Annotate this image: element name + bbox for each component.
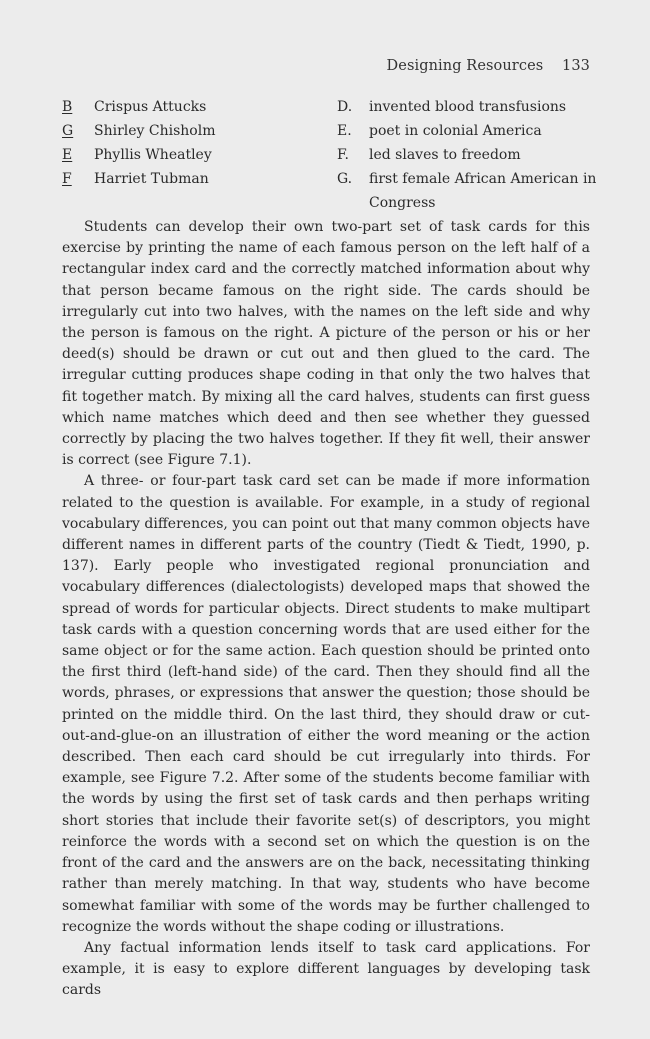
person-name: Shirley Chisholm [94, 123, 216, 139]
description-text: poet in colonial America [369, 123, 542, 139]
page-number: 133 [562, 58, 590, 74]
person-name: Harriet Tubman [94, 171, 209, 187]
description-letter: F. [337, 147, 349, 163]
descriptions-column [337, 95, 597, 215]
paragraph: Any factual information lends itself to task card applications. For example, it is easy to explore different languages by developing task cards [62, 939, 590, 999]
person-row [62, 95, 322, 119]
description-row [337, 143, 597, 167]
paragraph: Students can develop their own two-part set of task cards for this exercise by printing the name of each famous person on the left half of a rectangular index card and the correctly matched information about why that person became famous on the right side. The cards should be irregularly cut into two halves, with the names on the left side and why the person is famous on the right. A picture of the person or his or her deed(s) should be drawn or cut out and then glued to the card. The irregular cutting produces shape coding in that only the two halves that fit together match. By mixing all the card halves, students can first guess which name matches which deed and then see whether they guessed correctly by placing the two halves together. If they fit well, their answer is correct (see Figure 7.1). [62, 219, 590, 469]
person-name: Phyllis Wheatley [94, 147, 212, 163]
person-row [62, 167, 322, 191]
description-text: invented blood transfusions [369, 99, 567, 115]
description-letter: E. [337, 123, 352, 139]
answer-letter: F [62, 171, 72, 187]
description-text: first female African American in Congress [369, 171, 597, 211]
answer-letter: B [62, 99, 73, 115]
person-name: Crispus Attucks [94, 99, 207, 115]
description-row [337, 167, 597, 215]
body-text [62, 217, 590, 1002]
running-head-title: Designing Resources [386, 58, 544, 74]
description-row [337, 119, 597, 143]
running-head [0, 58, 590, 74]
description-letter: G. [337, 171, 353, 187]
description-text: led slaves to freedom [369, 147, 521, 163]
description-row [337, 95, 597, 119]
person-row [62, 119, 322, 143]
description-letter: D. [337, 99, 353, 115]
answer-letter: G [62, 123, 74, 139]
paragraph: A three- or four-part task card set can be made if more information related to the question is available. For example, in a study of regional vocabulary differences, you can point out that many common objects have different names in different parts of the country (Tiedt & Tiedt, 1990, p. 137). Early people who investigated regional pronunciation and vocabulary differences (dialectologists) developed maps that showed the spread of words for particular objects. Direct students to make multipart task cards with a question concerning words that are used either for the same object or for the same action. Each question should be printed onto the first third (left-hand side) of the card. Then they should find all the words, phrases, or expressions that answer the question; those should be printed on the middle third. On the last third, they should draw or cut-out-and-glue-on an illustration of either the word meaning or the action described. Then each card should be cut irregularly into thirds. For example, see Figure 7.2. After some of the students become familiar with the words by using the first set of task cards and then perhaps writing short stories that include their favorite set(s) of descriptors, you might reinforce the words with a second set on which the question is on the front of the card and the answers are on the back, necessitating thinking rather than merely matching. In that way, students who have become somewhat familiar with some of the words may be further challenged to recognize the words without the shape coding or illustrations. [62, 473, 590, 935]
person-row [62, 143, 322, 167]
answer-letter: E [62, 147, 73, 163]
people-column [62, 95, 322, 191]
